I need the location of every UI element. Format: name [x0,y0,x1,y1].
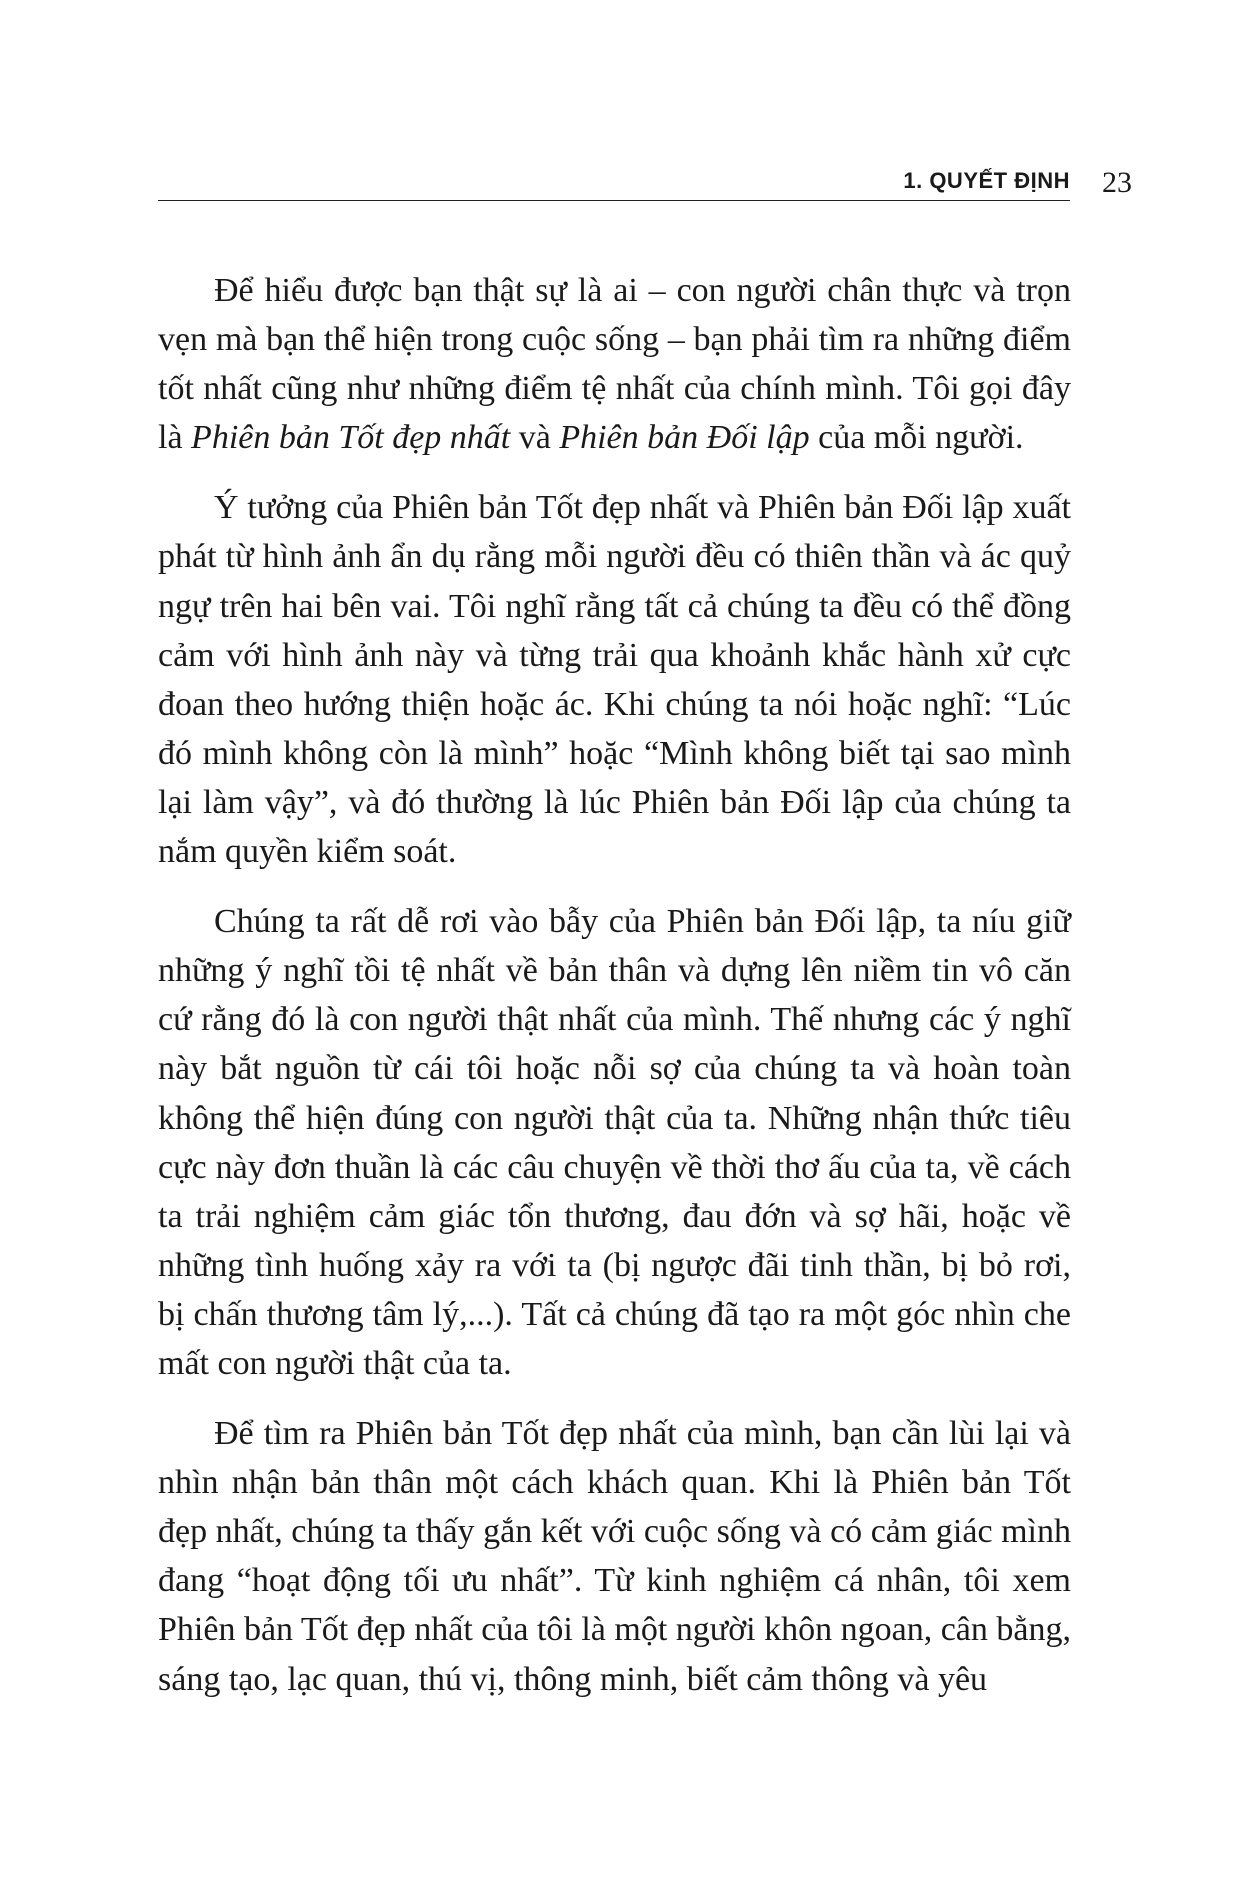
text-run: của mỗi người. [809,419,1024,457]
chapter-title: 1. QUYẾT ĐỊNH [903,168,1070,193]
italic-term: Phiên bản Đối lập [559,419,810,457]
paragraph-1 [158,266,1071,462]
paragraph-4 [158,1409,1071,1704]
text-run: Để hiểu được bạn thật sự là ai – con người chân thực và trọn vẹn mà bạn thể hiện trong cuộc sống – bạn phải tìm ra những điểm tốt nhất cũng như những điểm tệ nhất của chính mình. Tôi gọi đây là [158,272,1071,457]
text-run: Ý tưởng của Phiên bản Tốt đẹp nhất và Phiên bản Đối lập xuất phát từ hình ảnh ẩn dụ rằng mỗi người đều có thiên thần và ác quỷ ngự trên hai bên vai. Tôi nghĩ rằng tất cả chúng ta đều có thể đồng cảm với hình ảnh này và từng trải qua khoảnh khắc hành xử cực đoan theo hướng thiện hoặc ác. Khi chúng ta nói hoặc nghĩ: “Lúc đó mình không còn là mình” hoặc “Mình không biết tại sao mình lại làm vậy”, và đó thường là lúc Phiên bản Đối lập của chúng ta nắm quyền kiểm soát. [158,489,1071,871]
header-rule [158,200,1070,201]
text-run: Chúng ta rất dễ rơi vào bẫy của Phiên bản Đối lập, ta níu giữ những ý nghĩ tồi tệ nhất về bản thân và dựng lên niềm tin vô căn cứ rằng đó là con người thật nhất của mình. Thế nhưng các ý nghĩ này bắt nguồn từ cái tôi hoặc nỗi sợ của chúng ta và hoàn toàn không thể hiện đúng con người thật của ta. Những nhận thức tiêu cực này đơn thuần là các câu chuyện về thời thơ ấu của ta, về cách ta trải nghiệm cảm giác tổn thương, đau đớn và sợ hãi, hoặc về những tình huống xảy ra với ta (bị ngược đãi tinh thần, bị bỏ rơi, bị chấn thương tâm lý,...). Tất cả chúng đã tạo ra một góc nhìn che mất con người thật của ta. [158,903,1071,1382]
text-run: Để tìm ra Phiên bản Tốt đẹp nhất của mình, bạn cần lùi lại và nhìn nhận bản thân một cách khách quan. Khi là Phiên bản Tốt đẹp nhất, chúng ta thấy gắn kết với cuộc sống và có cảm giác mình đang “hoạt động tối ưu nhất”. Từ kinh nghiệm cá nhân, tôi xem Phiên bản Tốt đẹp nhất của tôi là một người khôn ngoan, cân bằng, sáng tạo, lạc quan, thú vị, thông minh, biết cảm thông và yêu [158,1415,1071,1698]
italic-term: Phiên bản Tốt đẹp nhất [191,419,511,457]
running-header [158,166,1070,202]
page-number: 23 [1102,166,1132,199]
body-text [158,266,1071,1725]
paragraph-2 [158,483,1071,876]
text-run: và [510,419,560,457]
paragraph-3 [158,897,1071,1388]
